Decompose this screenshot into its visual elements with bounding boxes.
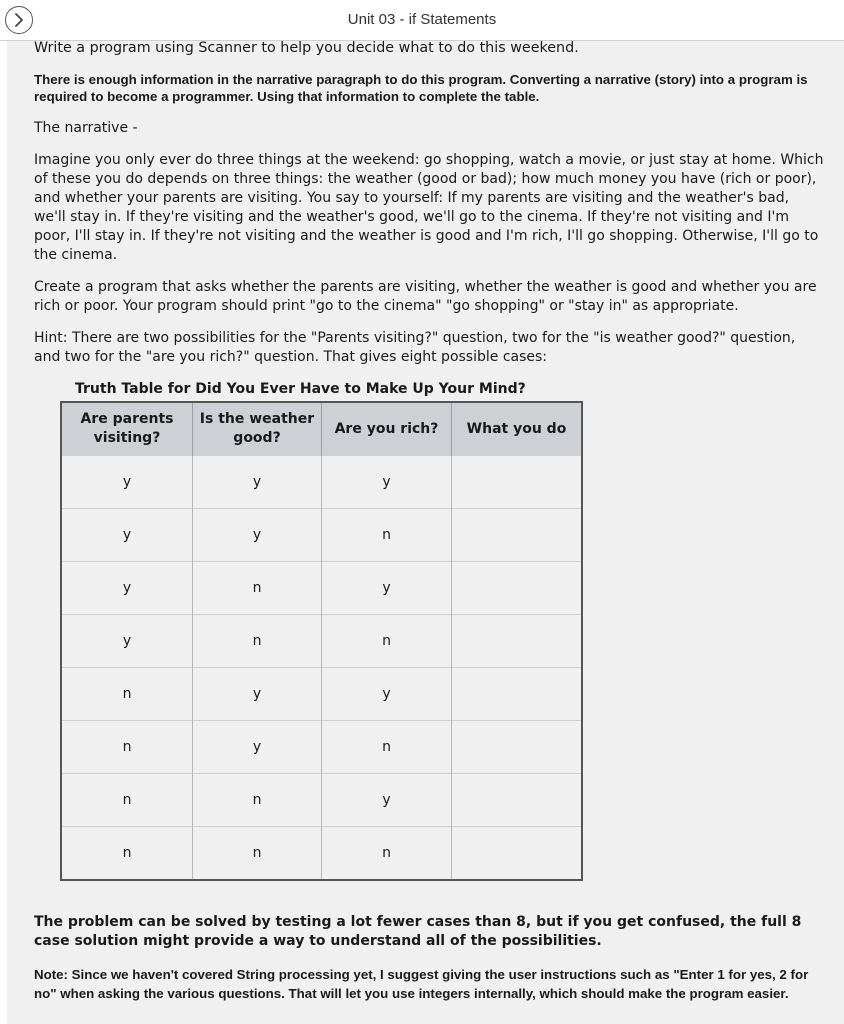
header-rich: Are you rich? [322, 402, 452, 456]
table-row [61, 774, 582, 827]
cell-weather: y [193, 456, 322, 509]
table-row [61, 827, 582, 881]
cell-rich: y [322, 668, 452, 721]
cell-what-you-do[interactable] [452, 509, 583, 562]
table-row [61, 456, 582, 509]
cell-weather: n [193, 562, 322, 615]
cell-parents: y [61, 615, 193, 668]
truth-table [60, 401, 583, 881]
cell-rich: n [322, 509, 452, 562]
cell-parents: n [61, 774, 193, 827]
cell-parents: n [61, 827, 193, 881]
cell-weather: n [193, 774, 322, 827]
top-bar [0, 0, 844, 41]
table-row [61, 615, 582, 668]
table-caption: Truth Table for Did You Ever Have to Make Up Your Mind? [75, 381, 526, 397]
cell-rich: n [322, 721, 452, 774]
header-what-you-do: What you do [452, 402, 583, 456]
note-text: Note: Since we haven't covered String processing yet, I suggest giving the user instructions such as "Enter 1 for yes, 2 for no" when asking the various questions. That will let you use integers internally, which should make the program easier. [34, 967, 809, 1001]
cell-parents: y [61, 562, 193, 615]
cell-weather: y [193, 509, 322, 562]
table-row [61, 668, 582, 721]
page-title: Unit 03 - if Statements [347, 11, 497, 28]
cell-what-you-do[interactable] [452, 827, 583, 881]
cell-parents: n [61, 721, 193, 774]
cell-weather: y [193, 721, 322, 774]
cell-rich: y [322, 562, 452, 615]
cell-weather: y [193, 668, 322, 721]
cell-rich: n [322, 615, 452, 668]
narrative-label: The narrative - [34, 120, 138, 136]
hint-text: Hint: There are two possibilities for the "Parents visiting?" question, two for the "is weather good?" question, and two for the "are you rich?" question. That gives eight possible cases: [34, 330, 796, 365]
problem-text: The problem can be solved by testing a lot fewer cases than 8, but if you get confused, the full 8 case solution might provide a way to understand all of the possibilities. [34, 914, 802, 949]
intro-text: There is enough information in the narrative paragraph to do this program. Converting a narrative (story) into a program is required to become a programmer. Using that information to complete the table. [34, 72, 808, 104]
cell-what-you-do[interactable] [452, 562, 583, 615]
create-text: Create a program that asks whether the parents are visiting, whether the weather is good and whether you are rich or poor. Your program should print "go to the cinema" "go shopping" or "stay in" as appropriate. [34, 279, 817, 314]
cell-parents: y [61, 456, 193, 509]
narrative-text: Imagine you only ever do three things at the weekend: go shopping, watch a movie, or just stay at home. Which of these you do depends on three things: the weather (good or bad); how much money you have (rich or poor), and whether your parents are visiting. You say to yourself: If my parents are visiting and the weather's bad, we'll stay in. If they're visiting and the weather's good, we'll go to the cinema. If they're not visiting and I'm poor, I'll stay in. If they're not visiting and the weather is good and I'm rich, I'll go shopping. Otherwise, I'll go to the cinema. [34, 152, 824, 263]
cell-weather: n [193, 827, 322, 881]
lead-text: Write a program using Scanner to help you decide what to do this weekend. [34, 41, 579, 56]
cell-what-you-do[interactable] [452, 615, 583, 668]
table-row [61, 721, 582, 774]
table-row [61, 562, 582, 615]
cell-weather: n [193, 615, 322, 668]
cell-what-you-do[interactable] [452, 721, 583, 774]
table-header-row [61, 402, 582, 456]
cell-rich: y [322, 774, 452, 827]
table-row [61, 509, 582, 562]
cell-what-you-do[interactable] [452, 456, 583, 509]
cell-parents: y [61, 509, 193, 562]
cell-rich: n [322, 827, 452, 881]
cell-what-you-do[interactable] [452, 774, 583, 827]
cell-parents: n [61, 668, 193, 721]
cell-what-you-do[interactable] [452, 668, 583, 721]
content-panel [7, 41, 844, 1024]
header-weather: Is the weather good? [193, 402, 322, 456]
cell-rich: y [322, 456, 452, 509]
header-parents: Are parents visiting? [61, 402, 193, 456]
